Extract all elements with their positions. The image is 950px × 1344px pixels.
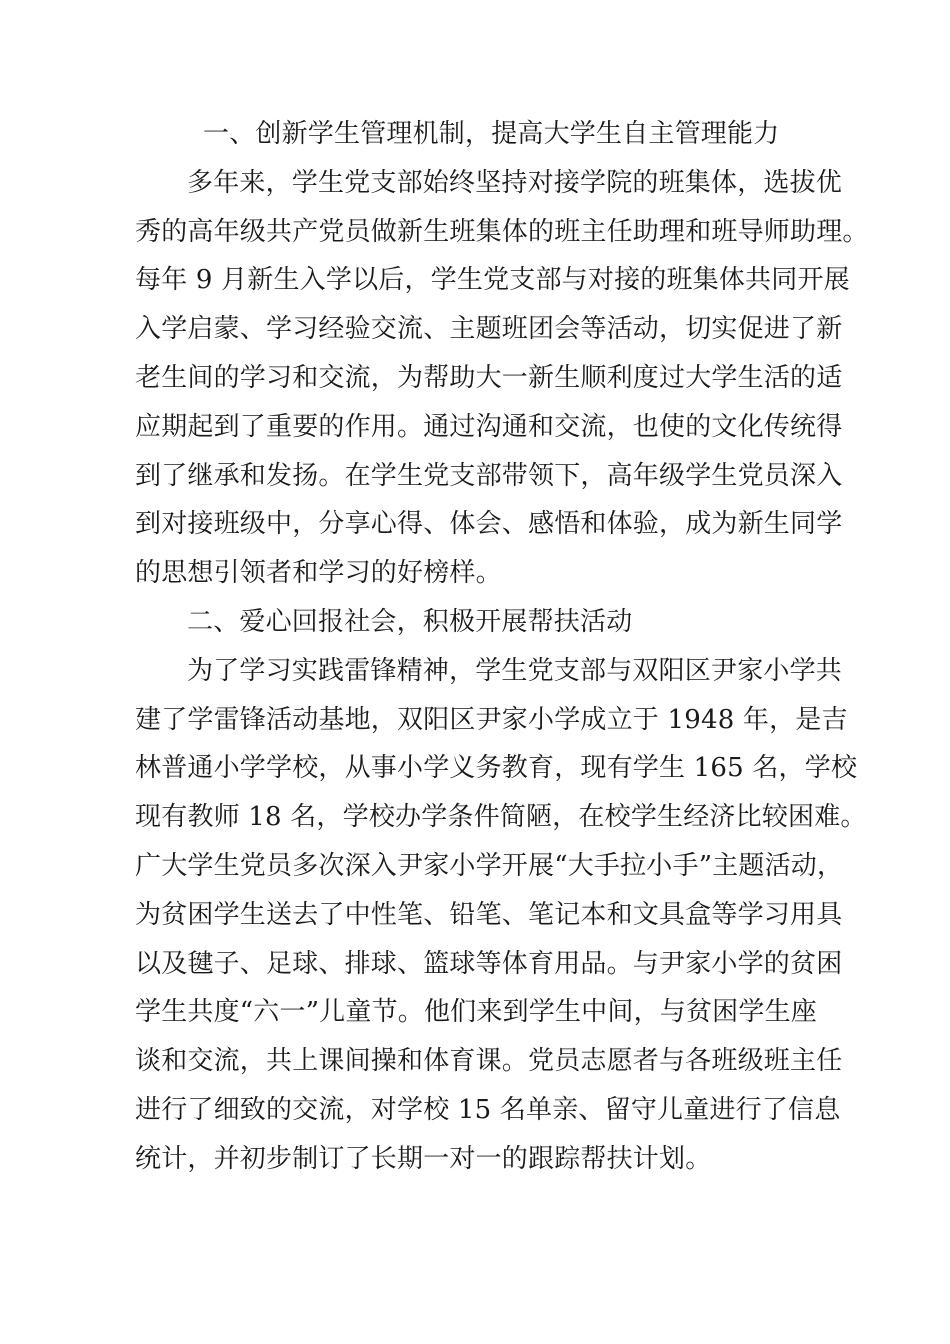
paragraph-line: 建了学雷锋活动基地，双阳区尹家小学成立于 1948 年，是吉 [135, 704, 848, 735]
paragraph-line: 多年来，学生党支部始终坚持对接学院的班集体，选拔优 [187, 167, 843, 198]
paragraph-line: 为贫困学生送去了中性笔、铅笔、笔记本和文具盒等学习用具 [135, 899, 843, 930]
paragraph-line: 的思想引领者和学习的好榜样。 [135, 558, 502, 589]
paragraph-line: 为了学习实践雷锋精神，学生党支部与双阳区尹家小学共 [187, 655, 843, 686]
paragraph-line: 应期起到了重要的作用。通过沟通和交流，也使的文化传统得 [135, 411, 843, 442]
document-body [135, 110, 869, 1184]
paragraph-line: 学生共度“六一”儿童节。他们来到学生中间，与贫困学生座 [135, 997, 817, 1028]
paragraph-line: 以及毽子、足球、排球、篮球等体育用品。与尹家小学的贫困 [135, 948, 843, 979]
paragraph-line: 广大学生党员多次深入尹家小学开展“大手拉小手”主题活动， [135, 850, 844, 881]
paragraph-line: 林普通小学学校，从事小学义务教育，现有学生 165 名，学校 [135, 753, 858, 784]
section-heading-2: 二、爱心回报社会，积极开展帮扶活动 [187, 606, 633, 637]
section-heading-1: 一、创新学生管理机制，提高大学生自主管理能力 [203, 119, 780, 149]
paragraph-line: 入学启蒙、学习经验交流、主题班团会等活动，切实促进了新 [135, 314, 843, 345]
paragraph-line: 老生间的学习和交流，为帮助大一新生顺利度过大学生活的适 [135, 362, 843, 393]
paragraph-line: 到了继承和发扬。在学生党支部带领下，高年级学生党员深入 [135, 460, 843, 491]
paragraph-line: 进行了细致的交流，对学校 15 名单亲、留守儿童进行了信息 [135, 1094, 841, 1125]
paragraph-line: 秀的高年级共产党员做新生班集体的班主任助理和班导师助理。 [135, 216, 869, 247]
paragraph-line: 现有教师 18 名，学校办学条件简陋，在校学生经济比较困难。 [135, 802, 867, 833]
paragraph-line: 到对接班级中，分享心得、体会、感悟和体验，成为新生同学 [135, 509, 843, 540]
paragraph-line: 每年 9 月新生入学以后，学生党支部与对接的班集体共同开展 [135, 265, 850, 296]
paragraph-line: 统计，并初步制订了长期一对一的跟踪帮扶计划。 [135, 1143, 712, 1174]
paragraph-line: 谈和交流，共上课间操和体育课。党员志愿者与各班级班主任 [135, 1046, 843, 1077]
